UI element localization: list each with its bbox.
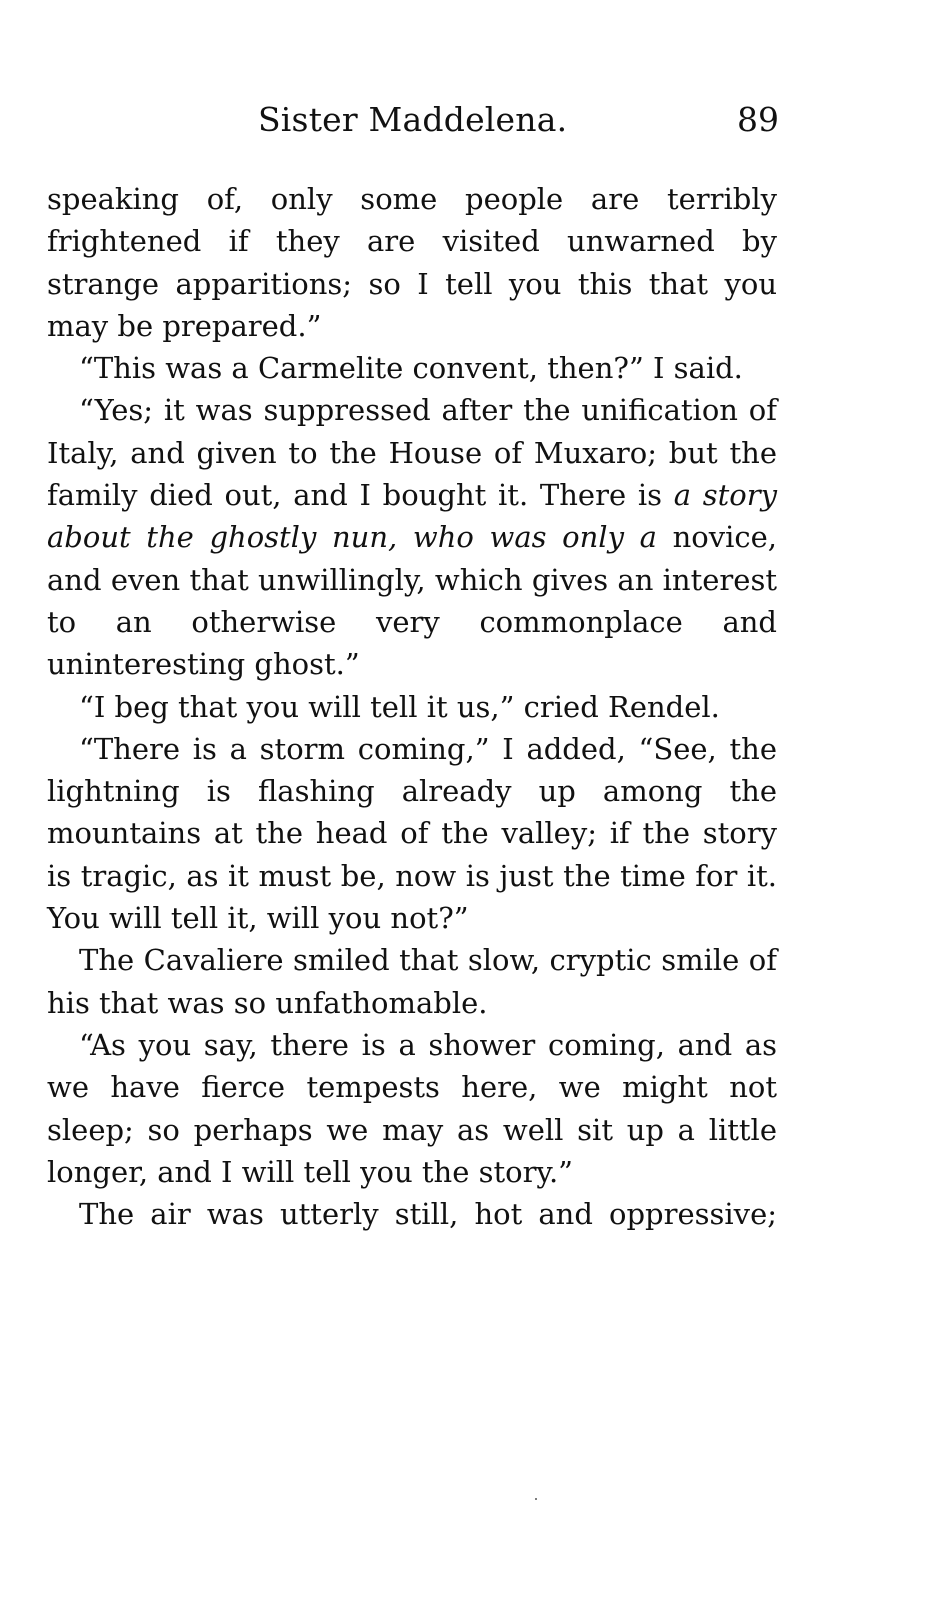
- paragraph: “I beg that you will tell it us,” cried Rendel.: [79, 689, 720, 724]
- paragraph: The air was utterly still, hot and oppressive;: [79, 1197, 777, 1232]
- paragraph: “This was a Carmelite convent, then?” I said.: [79, 351, 743, 386]
- running-title: Sister Maddelena.: [258, 100, 568, 139]
- paragraph: “There is a storm coming,” I added, “See, the lightning is flashing already up among the mountains at the head of the valley; if the story is tragic, as it must be, now is just the time for it. You will tell it, will you not?”: [47, 731, 777, 936]
- italic-phrase: a story about the ghostly nun, who was only a: [47, 478, 777, 555]
- paragraph: The Cavaliere smiled that slow, cryptic smile of his that was so unfathomable.: [47, 943, 777, 1020]
- paragraph: “As you say, there is a shower coming, and as we have fierce tempests here, we might not sleep; so perhaps we may as well sit up a little longer, and I will tell you the story.”: [47, 1027, 777, 1189]
- page-number: 89: [737, 100, 779, 139]
- page-header: [0, 100, 929, 150]
- paper-speck: [535, 1498, 537, 1500]
- paragraph: speaking of, only some people are terribly frightened if they are visited unwarned by strange apparitions; so I tell you this that you may be prepared.”: [47, 182, 777, 343]
- body-text: [47, 178, 777, 1235]
- paragraph: “Yes; it was suppressed after the unification of Italy, and given to the House of Muxaro; but the family died out, and I bought it. There is a story about the ghostly nun, who was only a novice, and even that unwillingly, which gives an interest to an otherwise very commonplace and uninteresting ghost.”: [47, 393, 777, 682]
